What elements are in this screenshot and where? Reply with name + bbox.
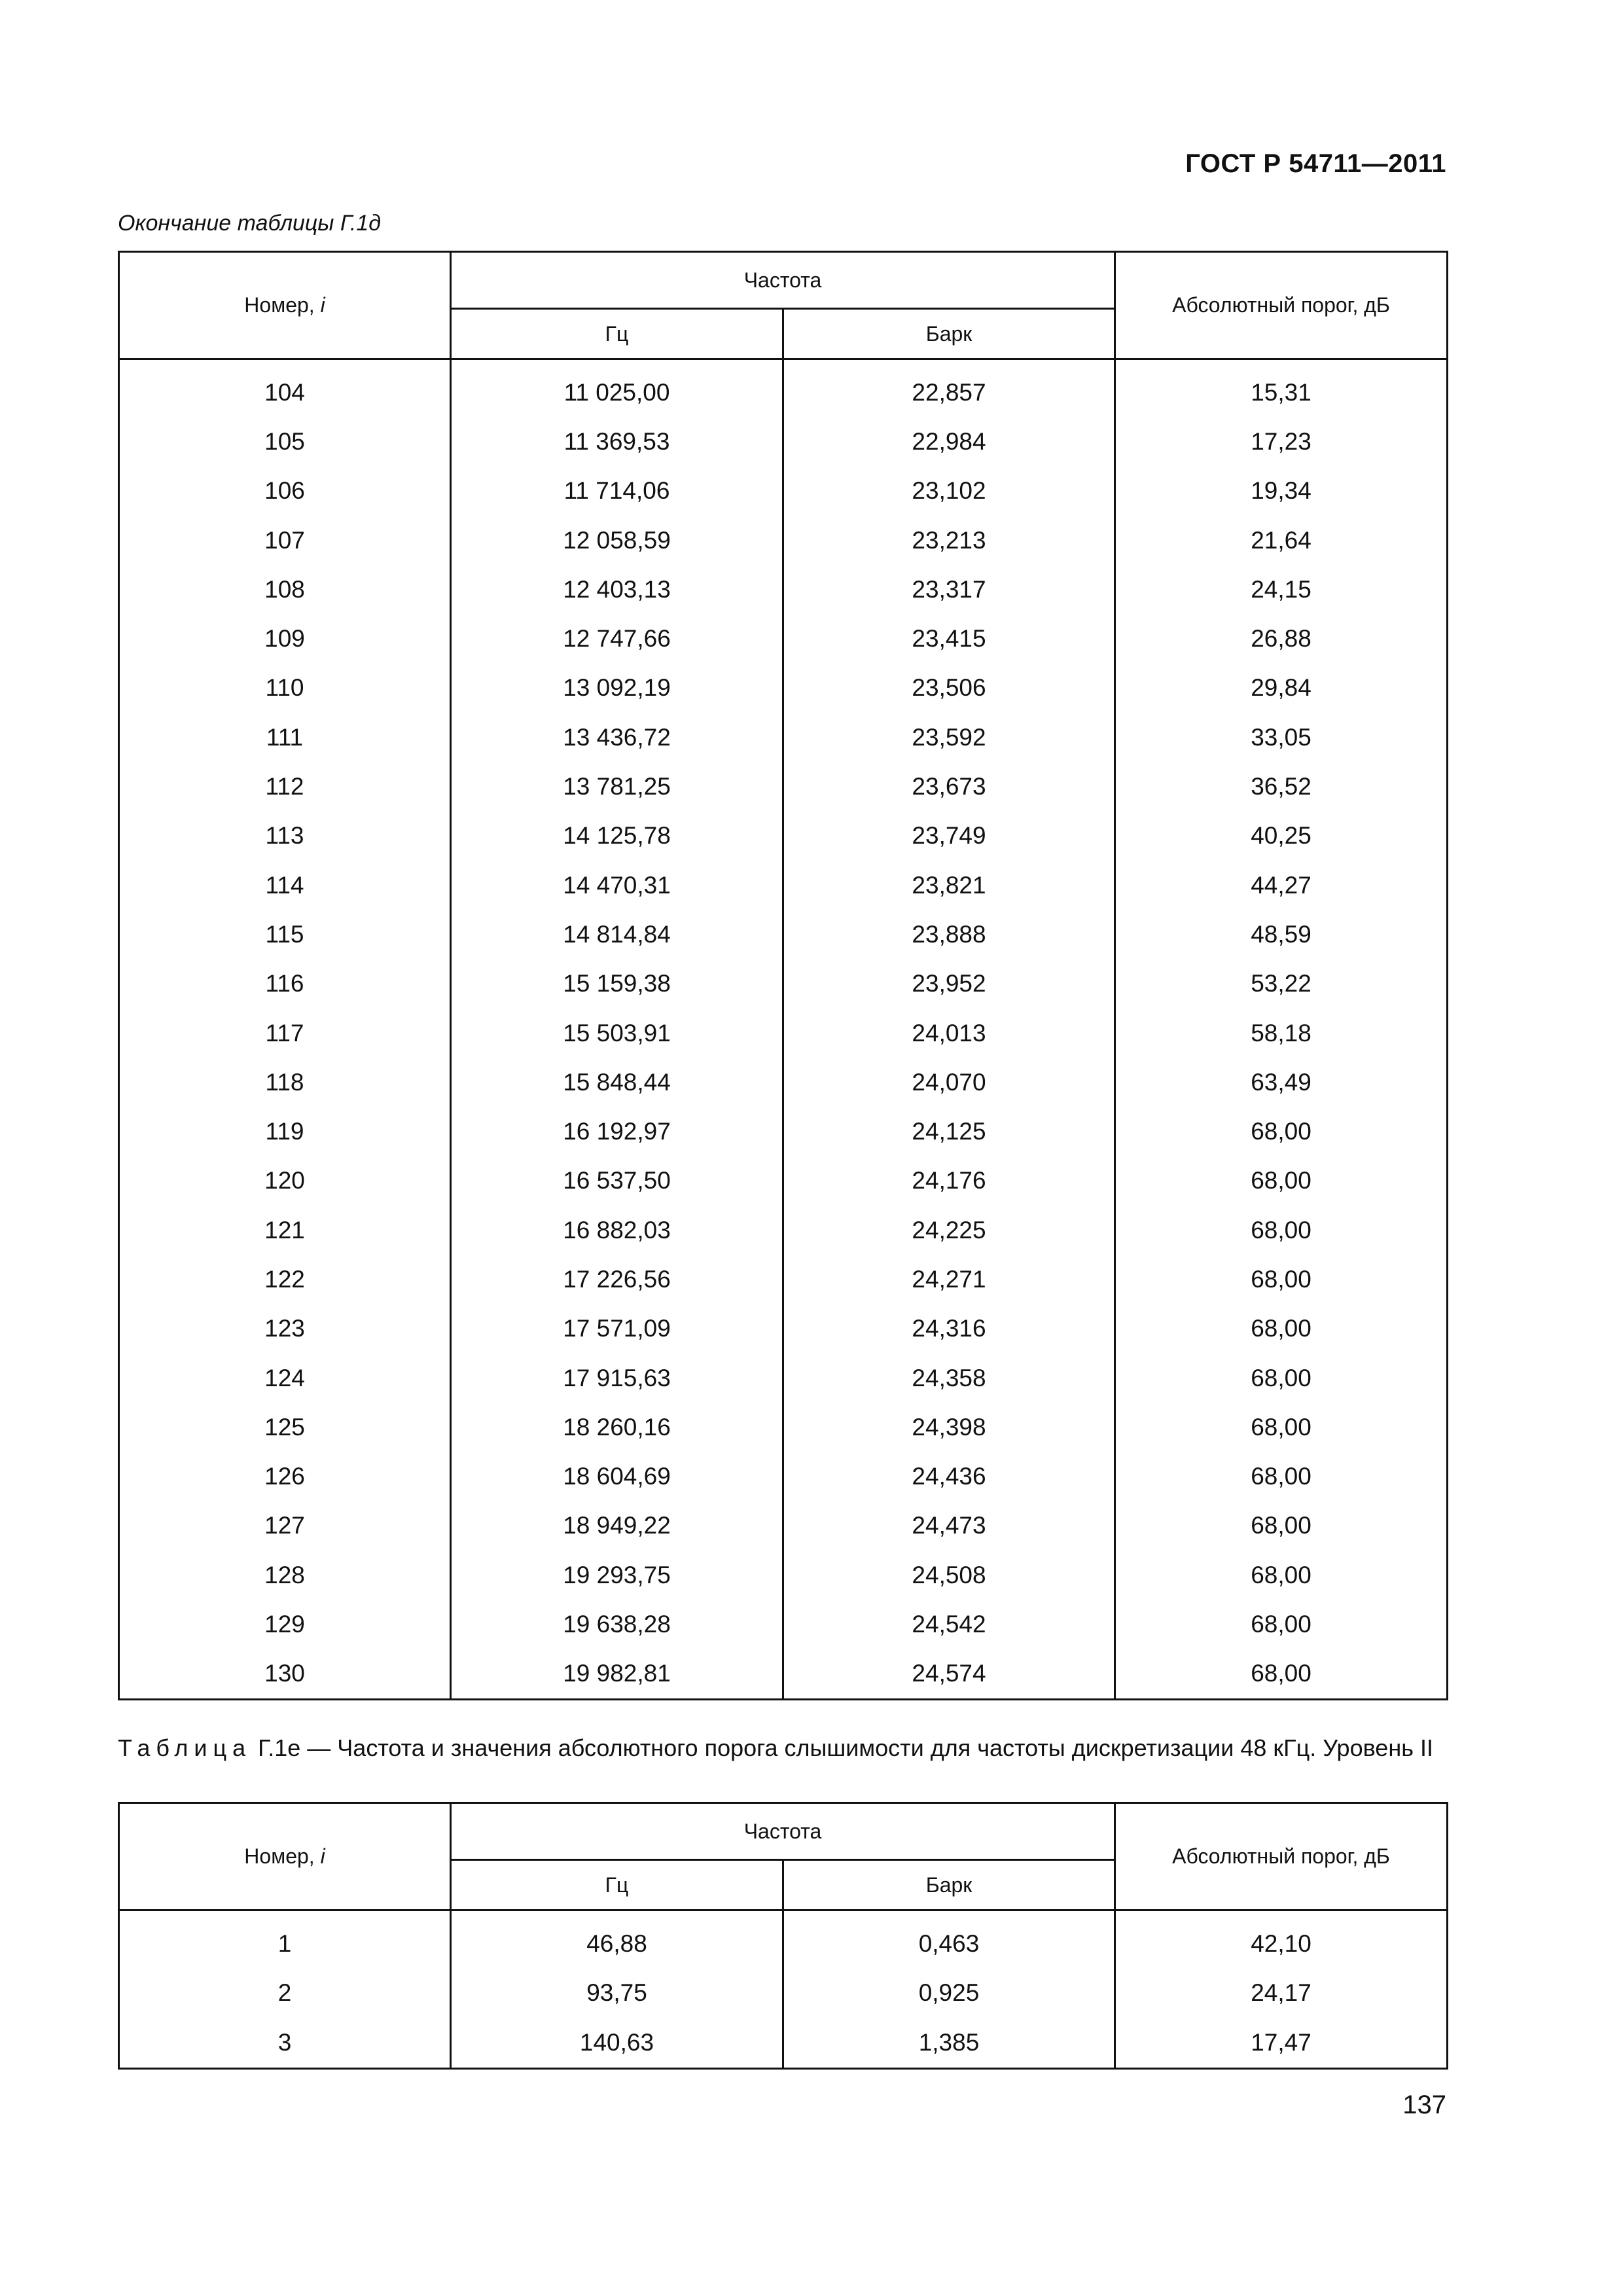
cell-frequency-hz: 18 260,16 (451, 1403, 783, 1452)
cell-number: 113 (119, 812, 451, 861)
cell-number: 125 (119, 1403, 451, 1452)
header-threshold: Абсолютный порог, дБ (1115, 1803, 1448, 1910)
cell-frequency-bark: 24,070 (783, 1058, 1115, 1107)
cell-frequency-bark: 24,225 (783, 1206, 1115, 1255)
table-row (119, 1304, 1448, 1354)
cell-number: 3 (119, 2018, 451, 2068)
table-row (119, 1255, 1448, 1304)
cell-frequency-hz: 19 638,28 (451, 1600, 783, 1649)
table-row (119, 359, 1448, 418)
table-row (119, 1157, 1448, 1206)
table-row (119, 762, 1448, 811)
cell-number: 129 (119, 1600, 451, 1649)
cell-frequency-bark: 24,271 (783, 1255, 1115, 1304)
cell-frequency-hz: 11 714,06 (451, 467, 783, 516)
table-row (119, 516, 1448, 565)
cell-frequency-bark: 1,385 (783, 2018, 1115, 2068)
table-row (119, 1403, 1448, 1452)
cell-number: 110 (119, 664, 451, 713)
table-row (119, 1600, 1448, 1649)
header-frequency: Частота (451, 252, 1115, 309)
table-continuation-caption: Окончание таблицы Г.1д (118, 211, 382, 236)
cell-number: 123 (119, 1304, 451, 1354)
cell-frequency-hz: 19 293,75 (451, 1551, 783, 1600)
cell-threshold-db: 24,17 (1115, 1969, 1448, 2018)
header-bark: Барк (783, 309, 1115, 359)
cell-frequency-bark: 24,176 (783, 1157, 1115, 1206)
cell-threshold-db: 68,00 (1115, 1157, 1448, 1206)
cell-frequency-bark: 23,592 (783, 713, 1115, 762)
cell-number: 121 (119, 1206, 451, 1255)
cell-frequency-hz: 12 058,59 (451, 516, 783, 565)
cell-threshold-db: 44,27 (1115, 861, 1448, 910)
cell-number: 111 (119, 713, 451, 762)
cell-frequency-hz: 16 882,03 (451, 1206, 783, 1255)
cell-number: 117 (119, 1009, 451, 1058)
table-row (119, 565, 1448, 614)
cell-frequency-hz: 16 192,97 (451, 1107, 783, 1156)
cell-frequency-bark: 24,013 (783, 1009, 1115, 1058)
cell-frequency-hz: 18 604,69 (451, 1452, 783, 1501)
table-row (119, 1910, 1448, 1969)
cell-frequency-hz: 14 814,84 (451, 910, 783, 959)
cell-threshold-db: 68,00 (1115, 1206, 1448, 1255)
cell-number: 126 (119, 1452, 451, 1501)
header-number: Номер, i (119, 252, 451, 359)
table-row (119, 910, 1448, 959)
cell-number: 104 (119, 359, 451, 418)
cell-threshold-db: 68,00 (1115, 1255, 1448, 1304)
cell-frequency-hz: 46,88 (451, 1910, 783, 1969)
table-row (119, 812, 1448, 861)
cell-number: 107 (119, 516, 451, 565)
cell-threshold-db: 24,15 (1115, 565, 1448, 614)
cell-frequency-hz: 13 781,25 (451, 762, 783, 811)
cell-frequency-hz: 17 571,09 (451, 1304, 783, 1354)
cell-frequency-hz: 12 747,66 (451, 614, 783, 663)
cell-frequency-hz: 14 125,78 (451, 812, 783, 861)
cell-threshold-db: 68,00 (1115, 1501, 1448, 1551)
table-row (119, 1009, 1448, 1058)
cell-threshold-db: 19,34 (1115, 467, 1448, 516)
cell-frequency-bark: 24,508 (783, 1551, 1115, 1600)
cell-frequency-bark: 24,436 (783, 1452, 1115, 1501)
header-threshold: Абсолютный порог, дБ (1115, 252, 1448, 359)
cell-frequency-hz: 93,75 (451, 1969, 783, 2018)
cell-frequency-hz: 13 436,72 (451, 713, 783, 762)
cell-number: 112 (119, 762, 451, 811)
cell-number: 124 (119, 1354, 451, 1403)
table-row (119, 1452, 1448, 1501)
cell-threshold-db: 29,84 (1115, 664, 1448, 713)
cell-frequency-hz: 16 537,50 (451, 1157, 783, 1206)
table-title-g1e (118, 1733, 1446, 1763)
cell-threshold-db: 68,00 (1115, 1452, 1448, 1501)
table-body (119, 1910, 1448, 2069)
threshold-table-g1d (118, 251, 1448, 1700)
cell-frequency-bark: 0,463 (783, 1910, 1115, 1969)
cell-threshold-db: 58,18 (1115, 1009, 1448, 1058)
cell-frequency-bark: 24,542 (783, 1600, 1115, 1649)
cell-number: 108 (119, 565, 451, 614)
table-row (119, 467, 1448, 516)
cell-frequency-bark: 23,102 (783, 467, 1115, 516)
cell-number: 118 (119, 1058, 451, 1107)
cell-number: 122 (119, 1255, 451, 1304)
cell-number: 2 (119, 1969, 451, 2018)
cell-threshold-db: 21,64 (1115, 516, 1448, 565)
cell-frequency-bark: 23,506 (783, 664, 1115, 713)
cell-threshold-db: 40,25 (1115, 812, 1448, 861)
cell-threshold-db: 68,00 (1115, 1600, 1448, 1649)
table-row (119, 861, 1448, 910)
cell-threshold-db: 36,52 (1115, 762, 1448, 811)
cell-frequency-hz: 19 982,81 (451, 1649, 783, 1700)
cell-frequency-hz: 15 503,91 (451, 1009, 783, 1058)
cell-number: 115 (119, 910, 451, 959)
cell-frequency-bark: 23,317 (783, 565, 1115, 614)
cell-threshold-db: 17,47 (1115, 2018, 1448, 2068)
table-title-label: Таблица (118, 1734, 252, 1761)
cell-frequency-bark: 23,749 (783, 812, 1115, 861)
table-row (119, 1649, 1448, 1700)
cell-frequency-hz: 17 226,56 (451, 1255, 783, 1304)
cell-frequency-bark: 24,473 (783, 1501, 1115, 1551)
cell-number: 105 (119, 417, 451, 466)
cell-frequency-bark: 24,125 (783, 1107, 1115, 1156)
cell-frequency-hz: 14 470,31 (451, 861, 783, 910)
cell-threshold-db: 26,88 (1115, 614, 1448, 663)
table-row (119, 1969, 1448, 2018)
cell-frequency-hz: 15 848,44 (451, 1058, 783, 1107)
table-row (119, 1354, 1448, 1403)
cell-threshold-db: 68,00 (1115, 1304, 1448, 1354)
cell-frequency-hz: 11 369,53 (451, 417, 783, 466)
cell-threshold-db: 68,00 (1115, 1403, 1448, 1452)
table-body (119, 359, 1448, 1700)
cell-threshold-db: 68,00 (1115, 1551, 1448, 1600)
cell-threshold-db: 68,00 (1115, 1354, 1448, 1403)
cell-frequency-bark: 22,857 (783, 359, 1115, 418)
cell-number: 116 (119, 960, 451, 1009)
page-number: 137 (1402, 2090, 1446, 2119)
cell-frequency-hz: 17 915,63 (451, 1354, 783, 1403)
cell-number: 128 (119, 1551, 451, 1600)
cell-frequency-hz: 15 159,38 (451, 960, 783, 1009)
cell-frequency-bark: 24,358 (783, 1354, 1115, 1403)
table-title-text: Г.1е — Частота и значения абсолютного порога слышимости для частоты дискретизации 48 кГц. Уровень II (251, 1734, 1433, 1761)
table-row (119, 960, 1448, 1009)
header-frequency: Частота (451, 1803, 1115, 1860)
cell-frequency-hz: 140,63 (451, 2018, 783, 2068)
header-hz: Гц (451, 1860, 783, 1910)
cell-frequency-hz: 13 092,19 (451, 664, 783, 713)
table-row (119, 713, 1448, 762)
cell-threshold-db: 63,49 (1115, 1058, 1448, 1107)
table-row (119, 664, 1448, 713)
cell-frequency-hz: 12 403,13 (451, 565, 783, 614)
table-row (119, 614, 1448, 663)
cell-frequency-bark: 24,398 (783, 1403, 1115, 1452)
cell-threshold-db: 48,59 (1115, 910, 1448, 959)
cell-number: 127 (119, 1501, 451, 1551)
cell-threshold-db: 68,00 (1115, 1649, 1448, 1700)
header-number: Номер, i (119, 1803, 451, 1910)
table-row (119, 417, 1448, 466)
document-code: ГОСТ Р 54711—2011 (1185, 149, 1446, 178)
cell-number: 1 (119, 1910, 451, 1969)
table-row (119, 2018, 1448, 2068)
table-row (119, 1107, 1448, 1156)
cell-frequency-bark: 23,888 (783, 910, 1115, 959)
cell-number: 120 (119, 1157, 451, 1206)
cell-frequency-bark: 23,952 (783, 960, 1115, 1009)
cell-threshold-db: 53,22 (1115, 960, 1448, 1009)
cell-threshold-db: 15,31 (1115, 359, 1448, 418)
cell-frequency-bark: 0,925 (783, 1969, 1115, 2018)
cell-frequency-bark: 23,213 (783, 516, 1115, 565)
cell-threshold-db: 68,00 (1115, 1107, 1448, 1156)
header-hz: Гц (451, 309, 783, 359)
threshold-table-g1e (118, 1802, 1448, 2070)
cell-number: 114 (119, 861, 451, 910)
cell-number: 109 (119, 614, 451, 663)
table-row (119, 1206, 1448, 1255)
cell-threshold-db: 17,23 (1115, 417, 1448, 466)
cell-threshold-db: 33,05 (1115, 713, 1448, 762)
cell-frequency-hz: 11 025,00 (451, 359, 783, 418)
cell-frequency-hz: 18 949,22 (451, 1501, 783, 1551)
cell-frequency-bark: 24,574 (783, 1649, 1115, 1700)
cell-number: 119 (119, 1107, 451, 1156)
table-row (119, 1058, 1448, 1107)
table-row (119, 1501, 1448, 1551)
cell-number: 130 (119, 1649, 451, 1700)
table-row (119, 1551, 1448, 1600)
cell-number: 106 (119, 467, 451, 516)
cell-threshold-db: 42,10 (1115, 1910, 1448, 1969)
header-bark: Барк (783, 1860, 1115, 1910)
cell-frequency-bark: 22,984 (783, 417, 1115, 466)
cell-frequency-bark: 24,316 (783, 1304, 1115, 1354)
cell-frequency-bark: 23,673 (783, 762, 1115, 811)
cell-frequency-bark: 23,415 (783, 614, 1115, 663)
cell-frequency-bark: 23,821 (783, 861, 1115, 910)
